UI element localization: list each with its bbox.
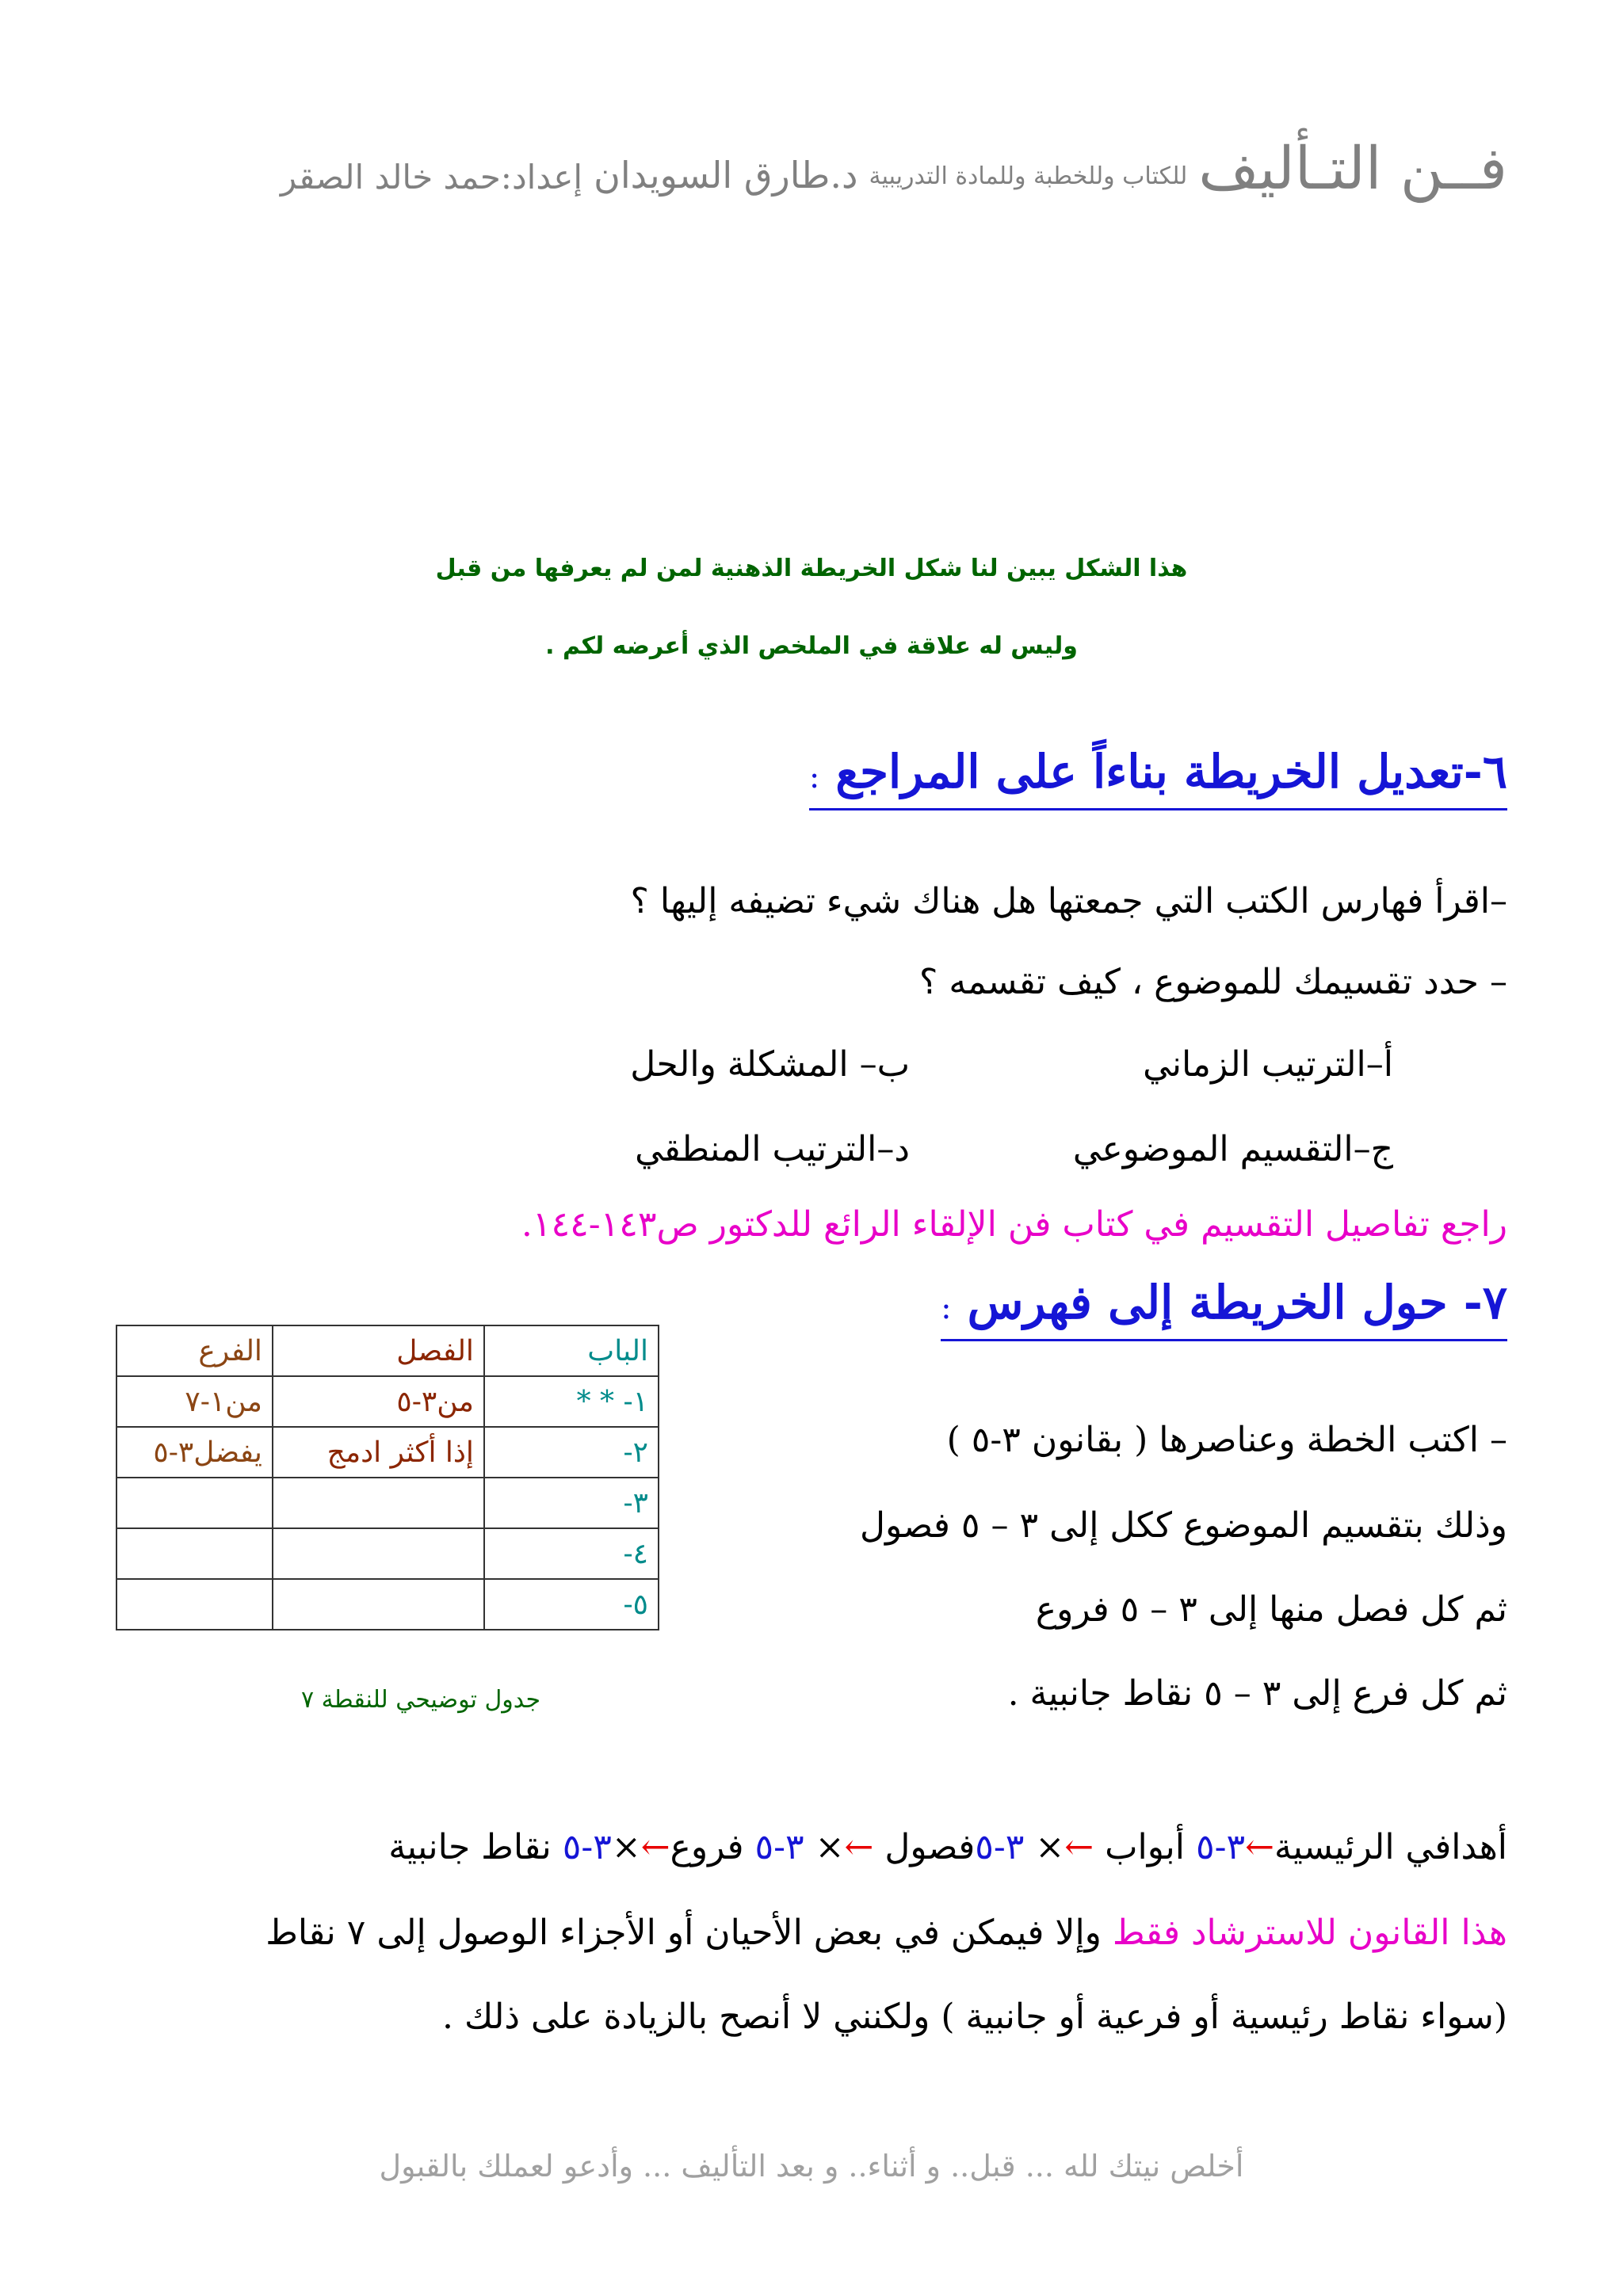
- table-header-chapter: الباب: [484, 1325, 659, 1376]
- goals-text: أهدافي الرئيسية: [1274, 1827, 1507, 1867]
- table-cell: ٤-: [484, 1528, 659, 1579]
- table-cell: [273, 1478, 484, 1528]
- goals-number: ٣-٥: [754, 1827, 804, 1867]
- header-subtitle: للكتاب وللخطبة وللمادة التدريبية: [869, 162, 1188, 190]
- arrow-icon: ←: [1064, 1827, 1094, 1867]
- section-6-title: ٦-تعديل الخريطة بناءاً على المراجع: [835, 745, 1507, 799]
- table-row: [116, 1427, 659, 1478]
- guideline-line-1: [265, 1913, 1507, 1953]
- section-7-colon: :: [941, 1290, 952, 1326]
- page-header: [269, 111, 1507, 203]
- table-cell: يفضل٣-٥: [116, 1427, 273, 1478]
- section-7-line-4: ثم كل فرع إلى ٣ – ٥ نقاط جانبية .: [1007, 1673, 1507, 1714]
- section-7-line-2: وذلك بتقسيم الموضوع ككل إلى ٣ – ٥ فصول: [859, 1505, 1507, 1546]
- section-7-line-1: – اكتب الخطة وعناصرها ( بقانون ٣-٥ ): [946, 1420, 1507, 1460]
- table-cell: من٣-٥: [273, 1376, 484, 1427]
- section-7-title: ٧- حول الخريطة إلى فهرس: [967, 1276, 1507, 1329]
- section-7-line-3: ثم كل فصل منها إلى ٣ – ٥ فروع: [1035, 1589, 1507, 1630]
- goals-text: نقاط جانبية: [388, 1827, 563, 1867]
- note-line-2: وليس له علاقة في الملخص الذي أعرضه لكم .: [545, 632, 1078, 660]
- table-row: [116, 1376, 659, 1427]
- arrow-icon: ←: [640, 1827, 670, 1867]
- option-c: ج–التقسيم الموضوعي: [1072, 1129, 1393, 1169]
- goals-number: ٣-٥: [562, 1827, 612, 1867]
- goals-text: فروع: [670, 1827, 755, 1867]
- goals-text: ×: [611, 1827, 641, 1867]
- table-cell: [116, 1478, 273, 1528]
- arrow-icon: ←: [844, 1827, 874, 1867]
- section-6-colon: :: [808, 759, 820, 795]
- table-header-section: الفصل: [273, 1325, 484, 1376]
- goals-number: ٣-٥: [1195, 1827, 1246, 1867]
- table-cell: ٥-: [484, 1579, 659, 1630]
- table-cell: ١- * *: [484, 1376, 659, 1427]
- table-row: [116, 1528, 659, 1579]
- table-cell: [273, 1579, 484, 1630]
- table-cell: [116, 1528, 273, 1579]
- goals-text: أبواب: [1094, 1827, 1196, 1867]
- section-6-heading: [809, 745, 1507, 810]
- table-row: [116, 1579, 659, 1630]
- header-brand: فــن التـأليف: [1198, 135, 1507, 203]
- section-6-line-2: – حدد تقسيمك للموضوع ، كيف تقسمه ؟: [919, 962, 1507, 1002]
- table-cell: [116, 1579, 273, 1630]
- option-a: أ–الترتيب الزماني: [1143, 1044, 1393, 1085]
- note-line-1: هذا الشكل يبين لنا شكل الخريطة الذهنية لمن لم يعرفها من قبل: [435, 555, 1188, 582]
- table-cell: ٣-: [484, 1478, 659, 1528]
- reference-note: راجع تفاصيل التقسيم في كتاب فن الإلقاء الرائع للدكتور ص١٤٣-١٤٤.: [521, 1204, 1507, 1245]
- header-author: د.طارق السويدان: [594, 154, 858, 196]
- table-cell: إذا أكثر ادمج: [273, 1427, 484, 1478]
- table-caption: جدول توضيحي للنقطة ٧: [301, 1686, 541, 1714]
- guideline-rest: وإلا فيمكن في بعض الأحيان أو الأجزاء الوصول إلى ٧ نقاط: [265, 1913, 1113, 1953]
- header-prepared-by: إعداد:حمد خالد الصقر: [280, 158, 583, 196]
- guideline-highlight: هذا القانون للاسترشاد فقط: [1112, 1913, 1507, 1953]
- goals-text: ×: [804, 1827, 845, 1867]
- goals-text: فصول: [873, 1827, 976, 1867]
- section-7-heading: [941, 1276, 1507, 1341]
- table-cell: [273, 1528, 484, 1579]
- table-cell: ٢-: [484, 1427, 659, 1478]
- option-b: ب– المشكلة والحل: [630, 1044, 910, 1085]
- table-cell: من١-٧: [116, 1376, 273, 1427]
- table-header-row: [116, 1325, 659, 1376]
- guideline-line-2: (سواء نقاط رئيسية أو فرعية أو جانبية ) ولكنني لا أنصح بالزيادة على ذلك .: [441, 1997, 1507, 2037]
- arrow-icon: ←: [1245, 1827, 1274, 1867]
- page-footer: أخلص نيتك لله ... قبل.. و أثناء.. و بعد التأليف ... وأدعو لعملك بالقبول: [379, 2149, 1244, 2183]
- goals-formula: [388, 1827, 1507, 1867]
- option-d: د–الترتيب المنطقي: [635, 1129, 910, 1169]
- goals-text: ×: [1024, 1827, 1065, 1867]
- goals-number: ٣-٥: [975, 1827, 1025, 1867]
- table-header-branch: الفرع: [116, 1325, 273, 1376]
- section-6-line-1: –اقرأ فهارس الكتب التي جمعتها هل هناك شيء تضيفه إليها ؟: [630, 881, 1507, 921]
- table-row: [116, 1478, 659, 1528]
- index-table: [116, 1325, 659, 1630]
